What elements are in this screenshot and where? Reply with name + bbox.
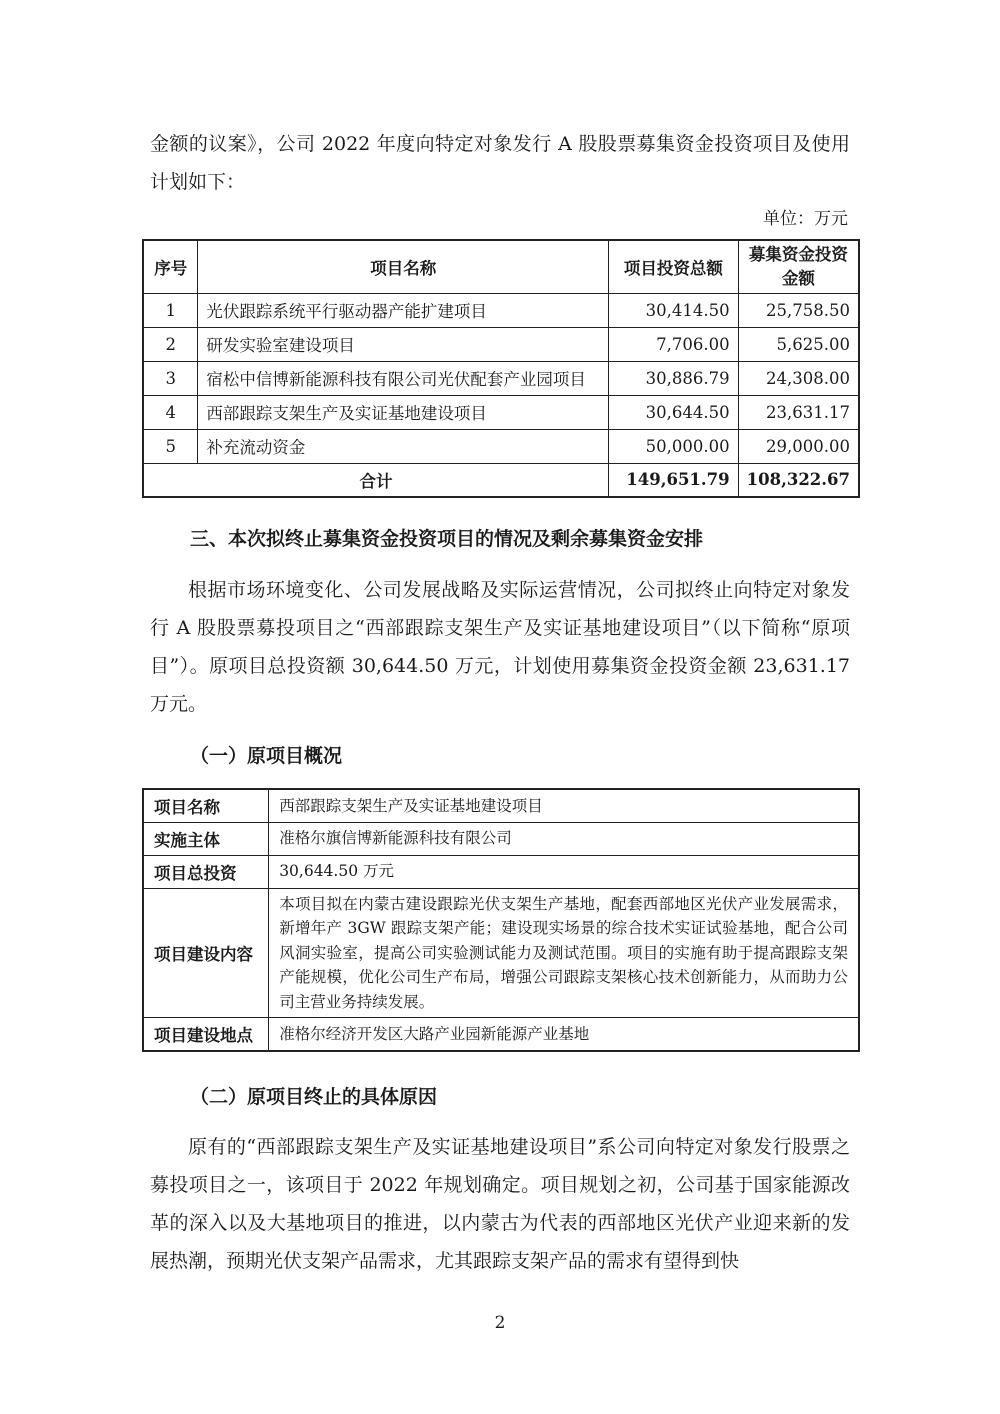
- table-row: [143, 429, 859, 463]
- overview-value: 本项目拟在内蒙古建设跟踪光伏支架生产基地，配套西部地区光伏产业发展需求，新增年产 3GW 跟踪支架产能；建设现实场景的综合技术实证试验基地，配合公司风洞实验室，提高公司实验测试能力及测试范围。项目的实施有助于提高跟踪支架产能规模，优化公司生产布局，增强公司跟踪支架核心技术创新能力，从而助力公司主营业务持续发展。: [269, 888, 859, 1018]
- section3-paragraph: 根据市场环境变化、公司发展战略及实际运营情况，公司拟终止向特定对象发行 A 股股票募投项目之“西部跟踪支架生产及实证基地建设项目”（以下简称“原项目”）。原项目总投资额 30,644.50 万元，计划使用募集资金投资金额 23,631.17 万元。: [150, 579, 850, 715]
- cell-raised: 24,308.00: [738, 361, 859, 395]
- cell-no: 4: [143, 395, 198, 429]
- cell-name: 补充流动资金: [198, 429, 609, 463]
- cell-raised: 29,000.00: [738, 429, 859, 463]
- overview-key: 项目名称: [143, 789, 269, 822]
- overview-value: 西部跟踪支架生产及实证基地建设项目: [269, 789, 859, 822]
- overview-key: 项目建设内容: [143, 888, 269, 1018]
- sub1-heading: （一）原项目概况: [190, 745, 343, 767]
- cell-total: 50,000.00: [609, 429, 739, 463]
- overview-key: 项目总投资: [143, 855, 269, 888]
- cell-total: 30,644.50: [609, 395, 739, 429]
- table-row: [143, 855, 859, 888]
- cell-no: 1: [143, 293, 198, 327]
- cell-name: 宿松中信博新能源科技有限公司光伏配套产业园项目: [198, 361, 609, 395]
- sub2-heading: （二）原项目终止的具体原因: [190, 1086, 438, 1108]
- cell-raised: 25,758.50: [738, 293, 859, 327]
- header-no: 序号: [143, 240, 198, 293]
- sub2-paragraph: 原有的“西部跟踪支架生产及实证基地建设项目”系公司向特定对象发行股票之募投项目之一，该项目于 2022 年规划确定。项目规划之初，公司基于国家能源改革的深入以及大基地项目的推进，以内蒙古为代表的西部地区光伏产业迎来新的发展热潮，预期光伏支架产品需求，尤其跟踪支架产品的需求有望得到快: [150, 1136, 850, 1272]
- cell-total: 7,706.00: [609, 327, 739, 361]
- funds-table-header: [143, 240, 859, 293]
- table-row: [143, 789, 859, 822]
- total-label: 合计: [143, 463, 609, 497]
- cell-name: 研发实验室建设项目: [198, 327, 609, 361]
- total-amount: 149,651.79: [609, 463, 739, 497]
- funds-table: [142, 239, 860, 498]
- cell-total: 30,886.79: [609, 361, 739, 395]
- cell-no: 3: [143, 361, 198, 395]
- cell-name: 光伏跟踪系统平行驱动器产能扩建项目: [198, 293, 609, 327]
- section3-heading: 三、本次拟终止募集资金投资项目的情况及剩余募集资金安排: [190, 528, 704, 550]
- cell-name: 西部跟踪支架生产及实证基地建设项目: [198, 395, 609, 429]
- cell-no: 5: [143, 429, 198, 463]
- table-row: [143, 395, 859, 429]
- cell-total: 30,414.50: [609, 293, 739, 327]
- overview-key: 项目建设地点: [143, 1018, 269, 1051]
- cell-no: 2: [143, 327, 198, 361]
- table-row: [143, 1018, 859, 1051]
- intro-paragraph: 金额的议案》，公司 2022 年度向特定对象发行 A 股股票募集资金投资项目及使用计划如下：: [150, 133, 850, 193]
- table-row: [143, 327, 859, 361]
- overview-value: 30,644.50 万元: [269, 855, 859, 888]
- cell-raised: 5,625.00: [738, 327, 859, 361]
- overview-key: 实施主体: [143, 822, 269, 855]
- header-name: 项目名称: [198, 240, 609, 293]
- header-total: 项目投资总额: [609, 240, 739, 293]
- page-number: 2: [494, 1313, 506, 1333]
- table-row: [143, 888, 859, 1018]
- table-row: [143, 293, 859, 327]
- table-total-row: [143, 463, 859, 497]
- overview-value: 准格尔经济开发区大路产业园新能源产业基地: [269, 1018, 859, 1051]
- header-raised: 募集资金投资金额: [738, 240, 859, 293]
- unit-label: 单位：万元: [763, 209, 848, 229]
- overview-table: [142, 788, 860, 1052]
- cell-raised: 23,631.17: [738, 395, 859, 429]
- overview-value: 准格尔旗信博新能源科技有限公司: [269, 822, 859, 855]
- table-row: [143, 361, 859, 395]
- total-raised: 108,322.67: [738, 463, 859, 497]
- table-row: [143, 822, 859, 855]
